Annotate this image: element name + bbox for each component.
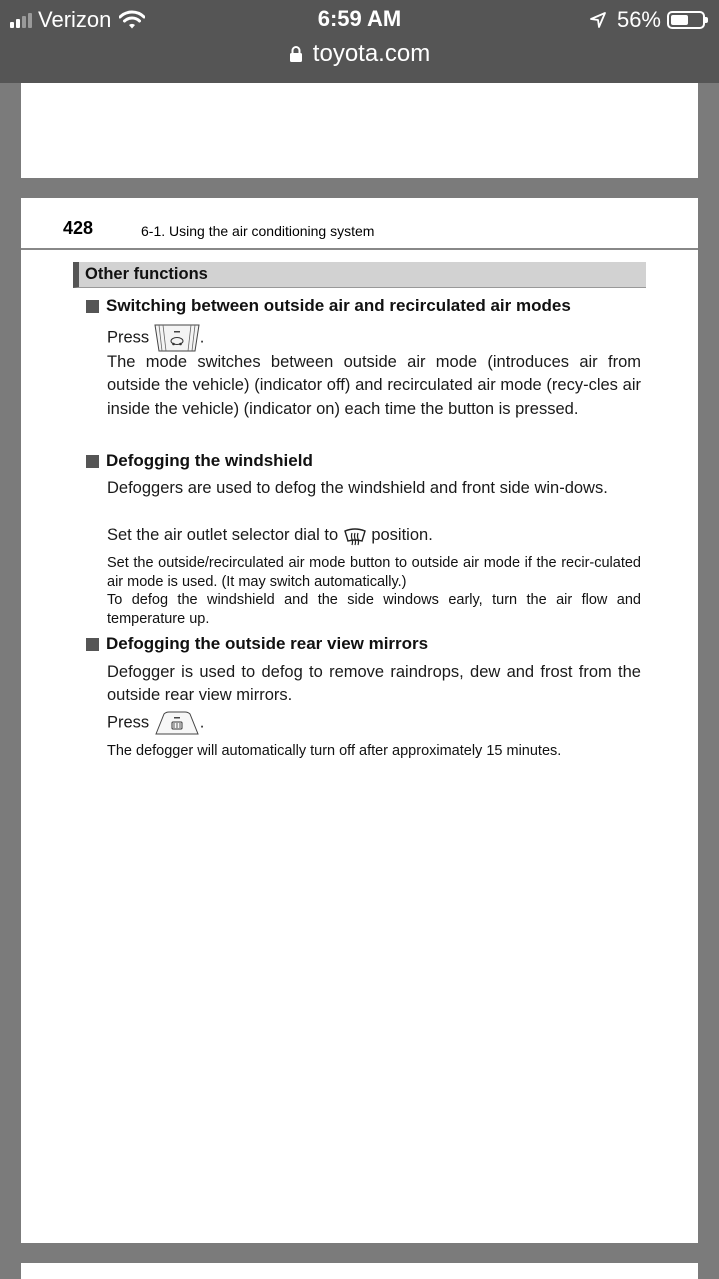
recirculation-button-icon [154,323,200,353]
press-label: Press [107,328,150,347]
address-bar[interactable] [0,40,719,68]
windshield-defrost-icon [343,526,367,546]
next-page [21,1263,698,1279]
section-heading-bar [73,262,646,288]
status-time: 6:59 AM [317,6,402,31]
subsection-title-mirrors: Defogging the outside rear view mirrors [86,634,428,654]
bullet-square-icon [86,300,99,313]
lock-icon [289,45,303,63]
press-line-mirrors: Press . [107,710,641,736]
note-text-windshield-1: Set the outside/recirculated air mode button to outside air mode if the recir-culated air mode is used. (It may switch automatically.) [107,555,641,590]
status-right [589,6,705,34]
selector-line-windshield: Set the air outlet selector dial to position. [107,526,433,544]
press-line-recirculation: Press . [107,323,641,353]
page-number: 428 [63,218,94,238]
body-text-windshield: Defoggers are used to defog the windshield and front side win-dows. [107,479,608,497]
status-bar [0,0,719,83]
press-label: Press [107,713,150,732]
page-header [21,198,698,250]
mirror-defogger-button-icon [154,710,200,736]
note-text-windshield-2: To defog the windshield and the side windows early, turn the air flow and temperature up. [107,592,641,627]
battery-icon [667,11,705,29]
manual-page [21,198,698,1243]
subsection-title-recirculation: Switching between outside air and recirculated air modes [86,296,571,316]
section-heading: Other functions [85,265,208,283]
subsection-title-windshield: Defogging the windshield [86,451,313,471]
location-arrow-icon [589,11,607,29]
bullet-square-icon [86,638,99,651]
body-text-mirrors: Defogger is used to defog to remove raindrops, dew and frost from the outside rear view mirrors. [107,663,641,705]
page-section-title: 6-1. Using the air conditioning system [141,223,375,239]
url-text: toyota.com [312,40,431,67]
previous-page [21,83,698,178]
battery-percent: 56% [616,7,661,32]
battery-fill [671,15,688,25]
note-text-mirrors: The defogger will automatically turn off after approximately 15 minutes. [107,743,562,759]
body-text-recirculation: The mode switches between outside air mode (introduces air from outside the vehicle) (indicator off) and recirculated air mode (recy-cles air inside the vehicle) (indicator on) each time the button is pressed. [107,353,641,418]
carrier-name: Verizon [38,7,112,32]
bullet-square-icon [86,455,99,468]
